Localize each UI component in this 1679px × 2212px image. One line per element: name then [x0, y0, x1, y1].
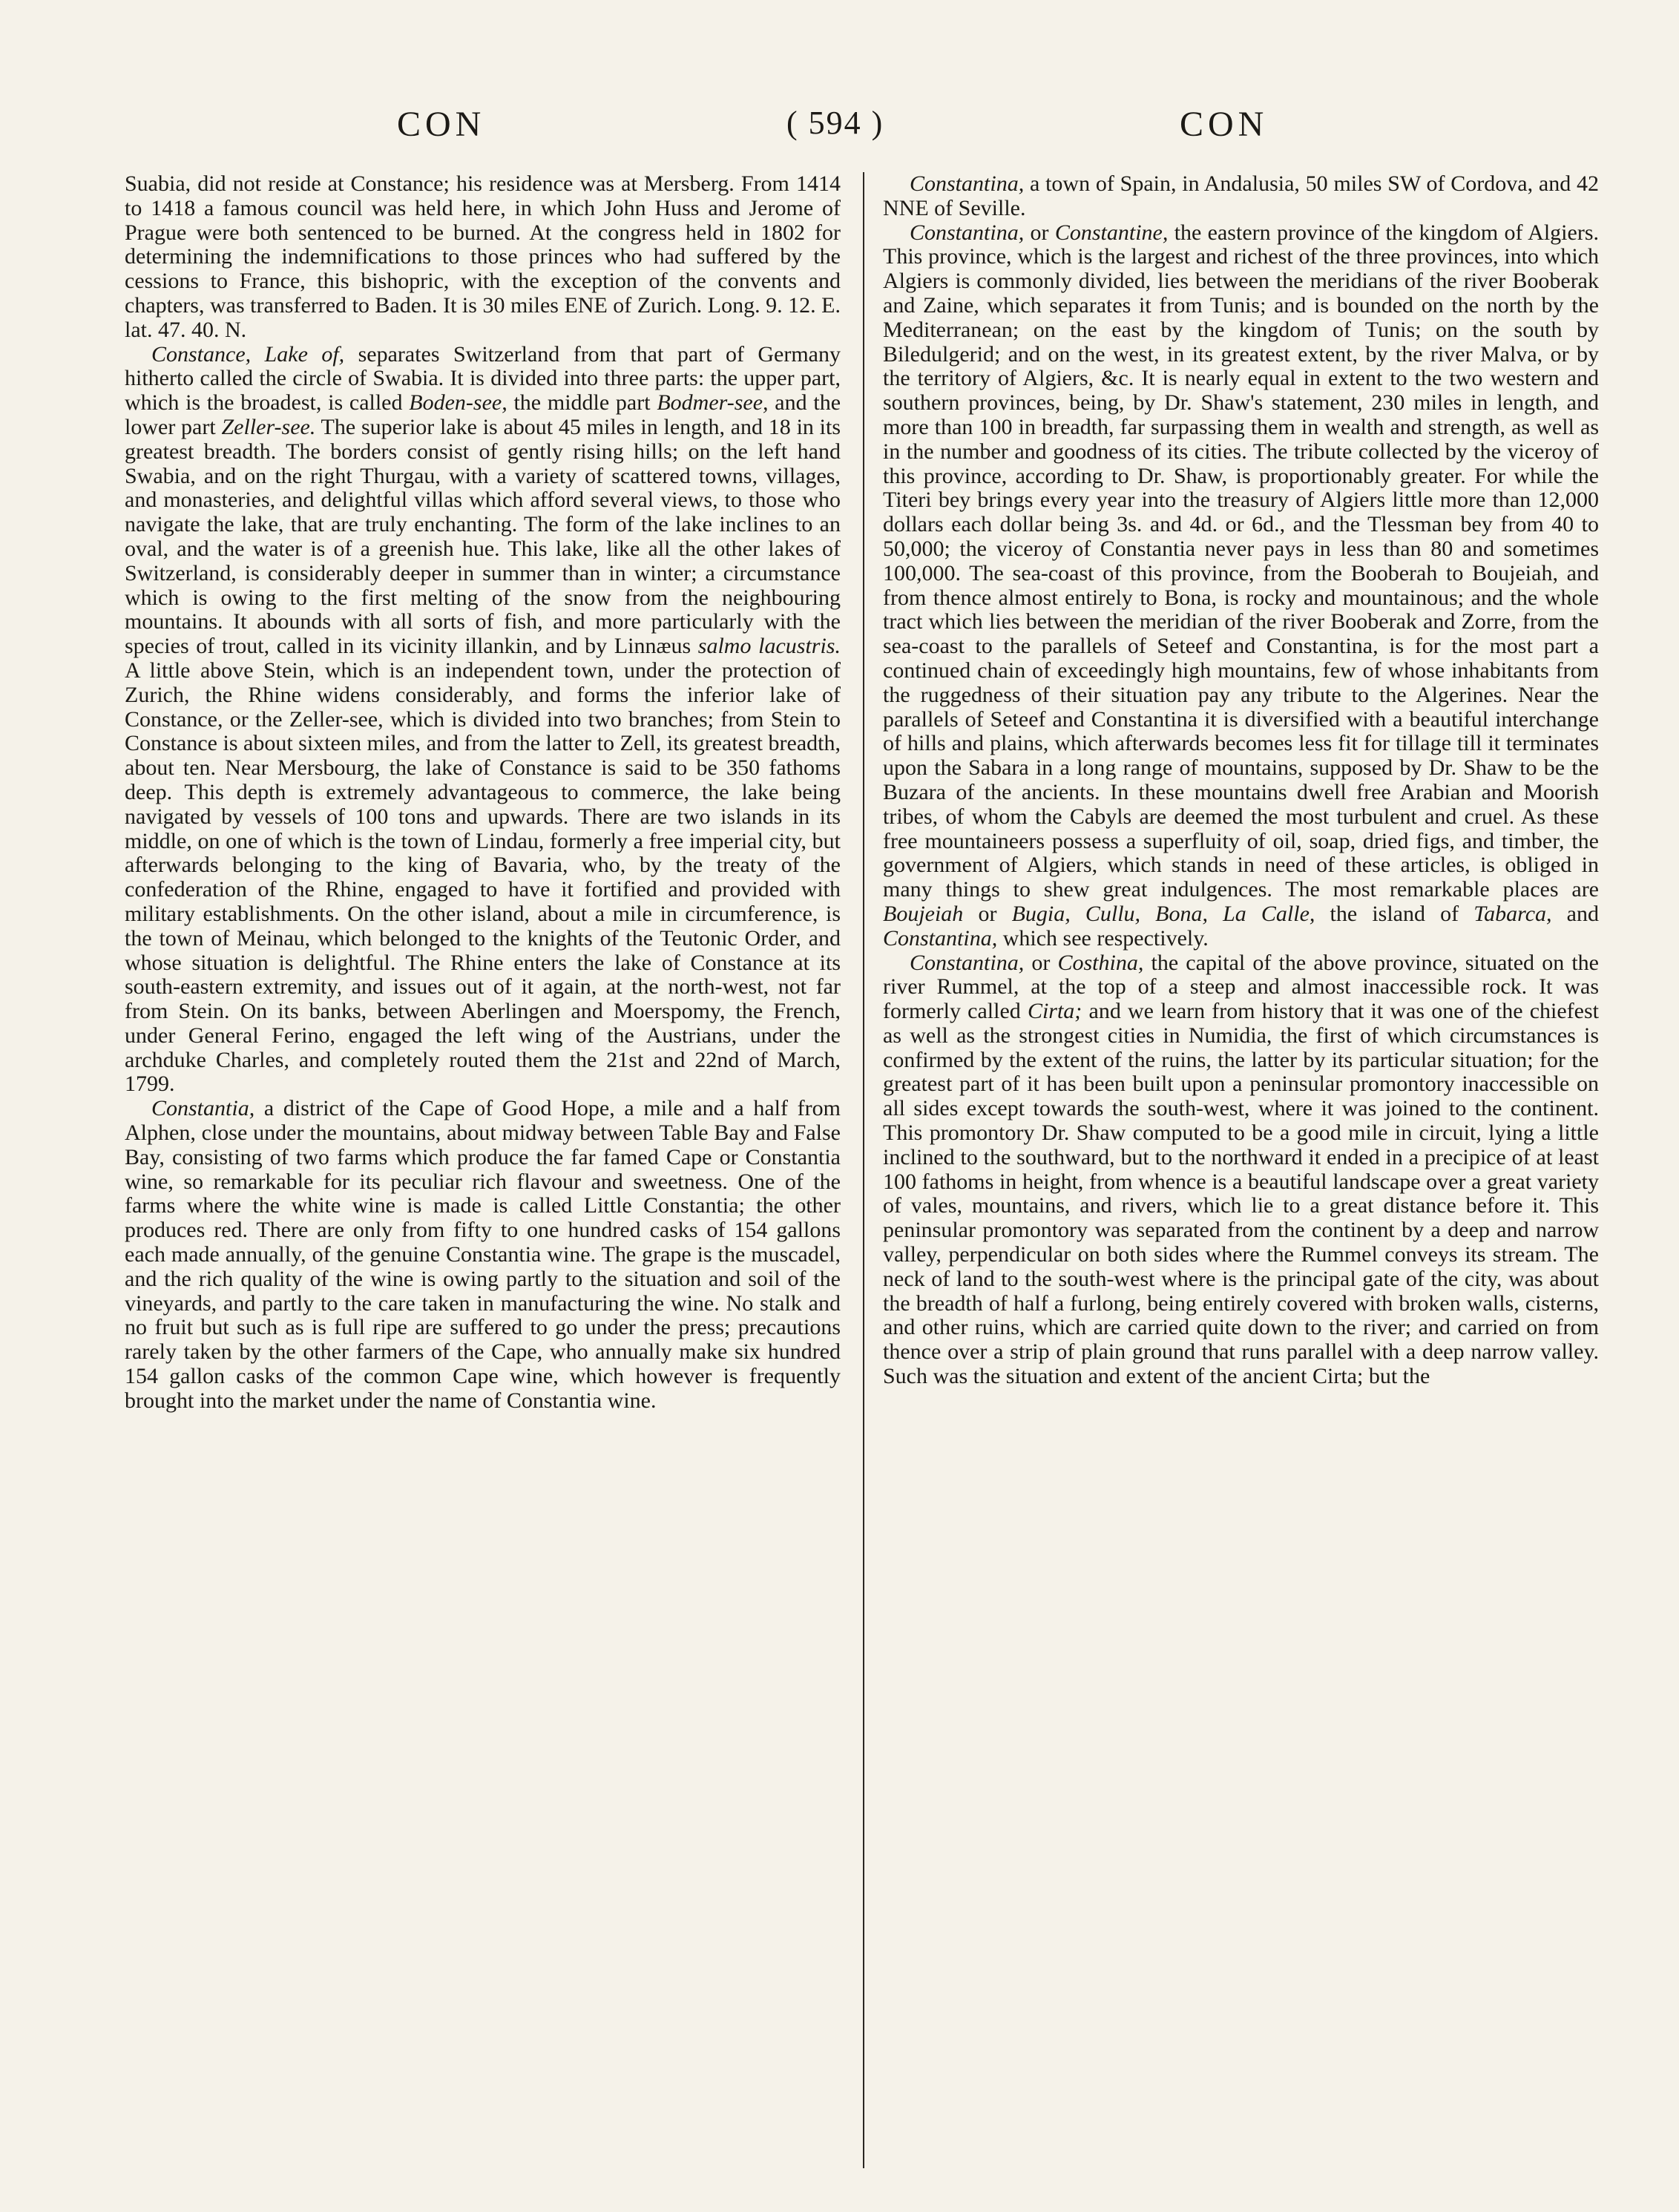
italic-text: Constantina, [883, 925, 998, 951]
paragraph [125, 343, 841, 1097]
text-run: or [963, 901, 1012, 926]
italic-text: Zeller-see. [221, 414, 316, 439]
right-column [883, 172, 1599, 2176]
italic-text: Tabarca, [1473, 901, 1552, 926]
italic-text: salmo lacustris. [697, 634, 841, 659]
text-run: the capital of the above province, situated on the river Rummel, at the top of a steep and almost inaccessible rock. It was formerly called [883, 950, 1599, 1024]
paragraph [125, 172, 841, 343]
italic-text: Bodmer-see, [657, 390, 769, 416]
italic-text: Constantina, [910, 172, 1025, 196]
text-run: the middle part [507, 390, 657, 416]
text-run: Suabia, did not reside at Constance; his residence was at Mersberg. From 1414 to 1418 a famous council was held here, in which John Huss and Jerome of Prague were both sentenced to be burned. At the congress held in 1802 for determining the indemnifications to those princes who had suffered by the cessions to France, this bishopric, with the exception of the convents and chapters, was transferred to Baden. It is 30 miles ENE of Zurich. Long. 9. 12. E. lat. 47. 40. N. [125, 172, 841, 342]
text-run: and the lower part [125, 390, 841, 439]
text-run: the island of [1315, 901, 1474, 926]
italic-text: Boujeiah [883, 901, 964, 926]
paragraph [883, 221, 1599, 951]
text-run: a district of the Cape of Good Hope, a mile and a half from Alphen, close under the mountains, about midway between Table Bay and False Bay, consisting of two farms which produce the far famed Cape or Constantia wine, so remarkable for its peculiar rich flavour and sweetness. One of the farms where the white wine is made is called Little Constantia; the other produces red. There are only from fifty to one hundred casks of 154 gallons each made annually, of the genuine Constantia wine. The grape is the muscadel, and the rich quality of the wine is owing partly to the situation and soil of the vineyards, and partly to the care taken in manufacturing the wine. No stalk and no fruit but such as is full ripe are suffered to go under the press; precautions rarely taken by the other farmers of the Cape, who annually make six hundred 154 gallon casks of the common Cape wine, which however is frequently brought into the market under the name of Constantia wine. [125, 1096, 841, 1413]
italic-text: Constantina, [910, 220, 1025, 245]
text-run: and [1551, 901, 1599, 926]
paragraph [883, 172, 1599, 221]
text-run: or [1024, 220, 1055, 245]
italic-text: Constance, Lake of, [151, 341, 345, 367]
paragraph [125, 1097, 841, 1413]
text-run: or [1024, 950, 1058, 975]
left-column [125, 172, 841, 2176]
italic-text: Constantine, [1054, 220, 1169, 245]
text-run: a town of Spain, in Andalusia, 50 miles SW of Cordova, and 42 NNE of Seville. [883, 172, 1599, 220]
running-header [0, 104, 1679, 156]
paragraph [883, 951, 1599, 1389]
text-run: separates Switzerland from that part of Germany hitherto called the circle of Swabia. It is divided into three parts: the upper part, which is the broadest, is called [125, 341, 841, 416]
column-divider [863, 172, 864, 2168]
text-run: The superior lake is about 45 miles in length, and 18 in its greatest breadth. The borders consist of gently rising hills; on the left hand Swabia, and on the right Thurgau, with a variety of scattered towns, villages, and monasteries, and delightful villas which afford several views, to those who navigate the lake, that are truly enchanting. The form of the lake inclines to an oval, and the water is of a greenish hue. This lake, like all the other lakes of Switzerland, is considerably deeper in summer than in winter; a circumstance which is owing to the first melting of the snow from the neighbouring mountains. It abounds with all sorts of fish, and more particularly with the species of trout, called in its vicinity illankin, and by Linnæus [125, 414, 841, 659]
text-run: A little above Stein, which is an independent town, under the protection of Zurich, the Rhine widens considerably, and forms the inferior lake of Constance, or the Zeller-see, which is divided into two branches; from Stein to Constance is about sixteen miles, and from the latter to Zell, its greatest breadth, about ten. Near Mersbourg, the lake of Constance is said to be 350 fathoms deep. This depth is extremely advantageous to commerce, the lake being navigated by vessels of 100 tons and upwards. There are two islands in its middle, on one of which is the town of Lindau, formerly a free imperial city, but afterwards belonging to the king of Bavaria, who, by the treaty of the confederation of the Rhine, engaged to have it fortified and provided with military establishments. On the other island, about a mile in circumference, is the town of Meinau, which belonged to the knights of the Teutonic Order, and whose situation is delightful. The Rhine enters the lake of Constance at its south-eastern extremity, and issues out of it again, at the north-west, not far from Stein. On its banks, between Aberlingen and Moerspomy, the French, under General Ferino, engaged the left wing of the Austrians, under the archduke Charles, and completely routed them the 21st and 22nd of March, 1799. [125, 657, 841, 1097]
italic-text: Constantia, [151, 1096, 255, 1121]
italic-text: Boden-see, [409, 390, 507, 416]
page-number: ( 594 ) [786, 105, 884, 141]
text-run: and we learn from history that it was one of the chiefest as well as the strongest cities in Numidia, the first of which circumstances is confirmed by the extent of the ruins, the latter by its particular situation; for the greatest part of it has been built upon a peninsular promontory inaccessible on all sides except towards the south-west, where it was joined to the continent. This promontory Dr. Shaw computed to be a good mile in circuit, lying a little inclined to the southward, but to the northward it ended in a precipice of at least 100 fathoms in height, from whence is a beautiful landscape over a great variety of vales, mountains, and rivers, which lie to a great distance before it. This peninsular promontory was separated from the continent by a deep and narrow valley, perpendicular on both sides where the Rummel conveys its stream. The neck of land to the south-west where is the principal gate of the city, was about the breadth of half a furlong, being entirely covered with broken walls, cisterns, and other ruins, which are carried quite down to the river; and carried on from thence over a strip of plain ground that runs parallel with a deep narrow valley. Such was the situation and extent of the ancient Cirta; but the [883, 999, 1599, 1389]
italic-text: Costhina, [1057, 950, 1144, 975]
italic-text: Bugia, Cullu, Bona, La Calle, [1011, 901, 1315, 926]
italic-text: Cirta; [1027, 999, 1082, 1024]
text-run: the eastern province of the kingdom of Algiers. This province, which is the largest and richest of the three provinces, into which Algiers is commonly divided, lies between the meridians of the river Booberak and Zaine, which separates it from Tunis; and is bounded on the north by the Mediterranean; on the east by the kingdom of Tunis; on the south by Biledulgerid; and on the west, in its greatest extent, by the river Malva, or by the territory of Algiers, &c. It is nearly equal in extent to the two western and southern provinces, being, by Dr. Shaw's statement, 230 miles in length, and more than 100 in breadth, far surpassing them in wealth and strength, as well as in the number and goodness of its cities. The tribute collected by the viceroy of this province, according to Dr. Shaw, is proportionably greater. For while the Titeri bey brings every year into the treasury of Algiers little more than 12,000 dollars each dollar being 3s. and 4d. or 6d., and the Tlessman bey from 40 to 50,000; the viceroy of Constantia never pays in less than 80 and sometimes 100,000. The sea-coast of this province, from the Booberah to Boujeiah, and from thence almost entirely to Bona, is rocky and mountainous; and the whole tract which lies between the meridian of the river Booberak and Zorre, from the sea-coast to the parallels of Seteef and Constantina, is for the most part a continued chain of exceedingly high mountains, few of whose inhabitants from the ruggedness of their situation pay any tribute to the Algerines. Near the parallels of Seteef and Constantina it is diversified with a beautiful interchange of hills and plains, which afterwards becomes less fit for tillage till it terminates upon the Sabara in a long range of mountains, supposed by Dr. Shaw to be the Buzara of the ancients. In these mountains dwell free Arabian and Moorish tribes, of whom the Cabyls are deemed the most turbulent and cruel. As these free mountaineers possess a superfluity of oil, soap, dried figs, and timber, the government of Algiers, which stands in need of these articles, is obliged in many things to shew great indulgences. The most remarkable places are [883, 220, 1599, 902]
header-right-word: CON [1180, 105, 1269, 144]
italic-text: Constantina, [910, 950, 1025, 975]
header-left-word: CON [397, 105, 486, 144]
text-run: which see respectively. [997, 925, 1209, 951]
